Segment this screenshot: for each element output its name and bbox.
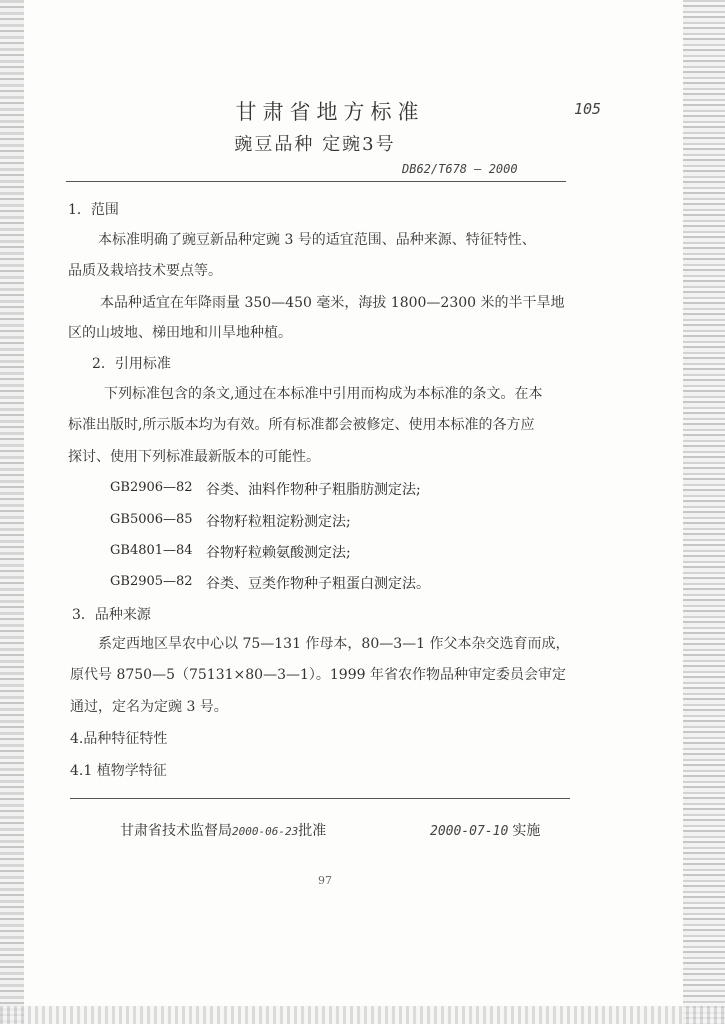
- header-rule: [66, 181, 566, 182]
- section-2-heading: 2．引用标准: [92, 356, 171, 372]
- section-3-heading: 3．品种来源: [72, 607, 151, 623]
- page-number: 97: [318, 874, 332, 887]
- approval-authority: 甘肃省技术监督局: [120, 823, 232, 839]
- ref-code: GB5006—85: [110, 512, 193, 527]
- section-1-p2-line2: 区的山坡地、梯田地和川旱地种植。: [68, 325, 292, 341]
- ref-text: 谷类、豆类作物种子粗蛋白测定法。: [206, 576, 430, 592]
- ref-text: 谷类、油料作物种子粗脂肪测定法;: [206, 482, 421, 498]
- ref-code: GB2906—82: [110, 480, 193, 495]
- section-4-heading: 4.品种特征特性: [70, 731, 168, 747]
- footer-rule: [70, 798, 570, 799]
- document-title: 甘肃省地方标准: [235, 100, 425, 124]
- handwritten-mark: 105: [574, 100, 602, 118]
- section-3-p1-line1: 系定西地区旱农中心以 75—131 作母本，80—3—1 作父本杂交选育而成，: [98, 636, 570, 652]
- section-1-heading: 1．范围: [68, 202, 119, 218]
- ref-code: GB4801—84: [110, 543, 193, 558]
- doc-number: DB62/T678 — 2000: [402, 162, 518, 176]
- implementation-date: 2000-07-10: [430, 824, 509, 839]
- scan-edge-right: [683, 0, 725, 1024]
- section-3-p1-line2: 原代号 8750—5（75131×80—3—1）。1999 年省农作物品种审定委员会审定: [70, 667, 566, 683]
- ref-text: 谷物籽粒赖氨酸测定法;: [206, 545, 351, 561]
- ref-text: 谷物籽粒粗淀粉测定法;: [206, 514, 351, 530]
- section-3-p1-line3: 通过，定名为定豌 3 号。: [70, 699, 228, 715]
- implementation-line: [430, 820, 540, 840]
- section-2-p1-line3: 探讨、使用下列标准最新版本的可能性。: [68, 449, 320, 465]
- implementation-suffix: 实施: [512, 823, 541, 839]
- section-1-p2-line1: 本品种适宜在年降雨量 350—450 毫米，海拔 1800—2300 米的半干旱地: [100, 295, 565, 311]
- section-2-p1-line1: 下列标准包含的条文,通过在本标准中引用而构成为本标准的条文。在本: [104, 386, 543, 402]
- approval-line: [120, 820, 326, 840]
- approval-suffix: 批准: [298, 823, 327, 839]
- section-1-p1-line1: 本标准明确了豌豆新品种定豌 3 号的适宜范围、品种来源、特征特性、: [98, 232, 536, 248]
- section-2-p1-line2: 标准出版时,所示版本均为有效。所有标准都会被修定、使用本标准的各方应: [68, 417, 535, 433]
- ref-code: GB2905—82: [110, 574, 193, 589]
- scan-edge-bottom: [0, 1006, 725, 1024]
- section-4-1-heading: 4.1 植物学特征: [70, 763, 167, 779]
- section-1-p1-line2: 品质及栽培技术要点等。: [68, 263, 222, 279]
- approval-date: 2000-06-23: [232, 825, 299, 838]
- document-subtitle: 豌豆品种 定豌3号: [234, 134, 396, 155]
